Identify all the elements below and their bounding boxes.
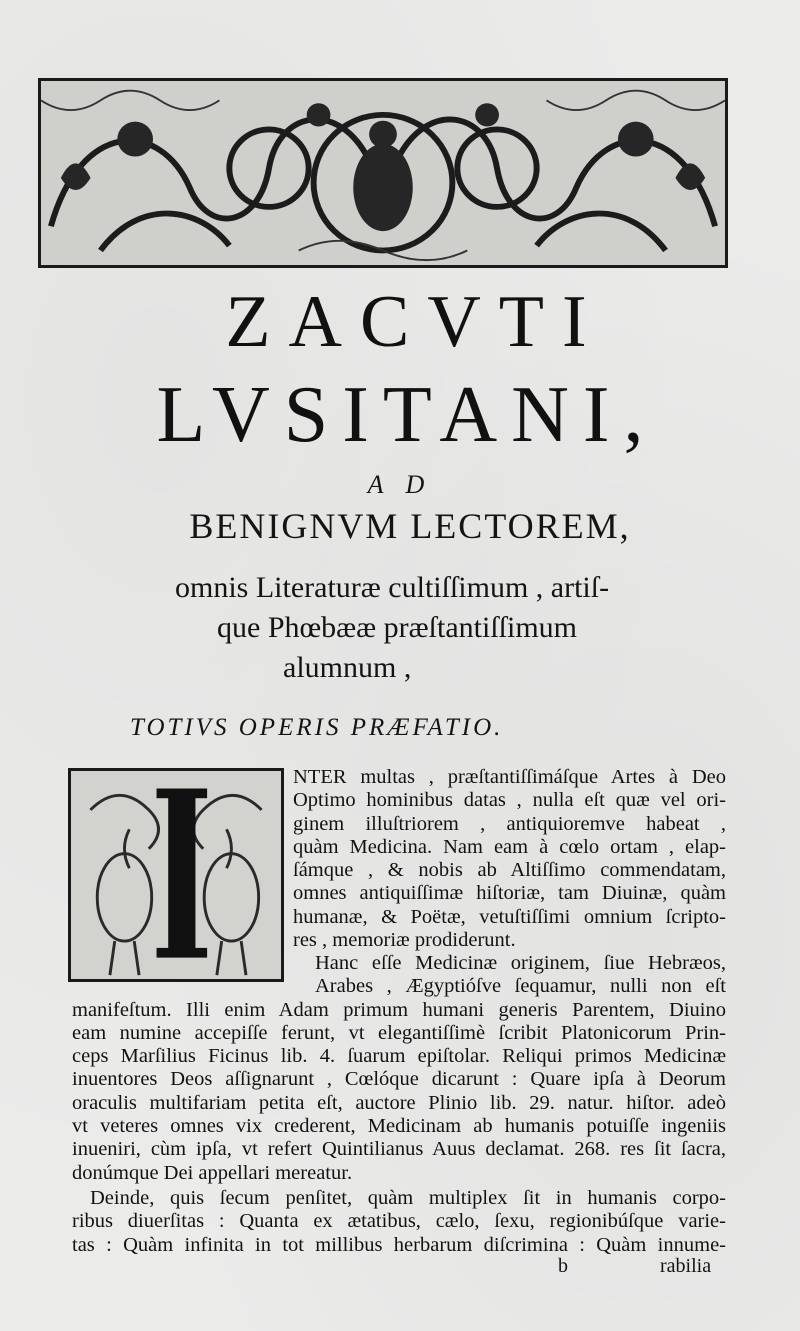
text-line: ſámque , & nobis ab Altiſſimo commendatam, (293, 859, 726, 882)
catchword: rabilia (660, 1255, 712, 1277)
text-line: ribus diuerſitas : Quanta ex ætatibus, cælo, ſexu, regionibúſque varie- (72, 1210, 726, 1233)
text-line: omnes antiquiſſimæ hiſtoriæ, tam Diuinæ, quàm (293, 882, 726, 905)
text-line: ginem illuſtriorem , antiquioremve habeat , (293, 812, 726, 835)
text-line: Hanc eſſe Medicinæ originem, ſiue Hebræos, (315, 952, 726, 974)
preface-title: TOTIVS OPERIS PRÆFATIO. (130, 714, 504, 741)
decorated-initial-letter (68, 768, 284, 982)
dedication-line: que Phœbææ præſtantiſſimum (217, 611, 578, 644)
text-line: ceps Marſilius Ficinus lib. 4. ſuarum epiſtolar. Reliqui primos Medicinæ (72, 1045, 726, 1068)
text-line: oraculis multifariam petita eſt, auctore Plinio lib. 29. natur. hiſtor. adeò (72, 1091, 726, 1114)
dedication-line: alumnum , (283, 651, 412, 684)
text-line: humanæ, & Poëtæ, vetuſtiſſimi omnium ſcripto- (293, 905, 726, 928)
text-line: eam numine accepiſſe ferunt, vt elegantiſſimè ſcribit Platonicorum Prin- (72, 1021, 726, 1044)
text-line: NTER multas , præſtantiſſimáſque Artes à Deo (293, 766, 726, 788)
text-line: inueniri, cùm ipſa, vt refert Quintilianus Auus declamat. 268. res ſit ſacra, (72, 1138, 726, 1161)
text-line: manifeſtum. Illi enim Adam primum humani generis Parentem, Diuino (72, 998, 726, 1021)
text-line: res , memoriæ prodiderunt. (293, 929, 516, 952)
paragraph-2 (72, 952, 726, 1185)
text-line: inuentores Deos aſſignarunt , Cœlóque dicarunt : Quare ipſa à Deorum (72, 1068, 726, 1091)
text-line: donúmque Dei appellari mereatur. (72, 1161, 353, 1184)
text-line: Deinde, quis ſecum penſitet, quàm multiplex ſit in humanis corpo- (90, 1187, 726, 1209)
dedication-block (175, 568, 715, 688)
author-name-line-2: LVSITANI, (156, 371, 658, 459)
signature-mark: b (558, 1255, 568, 1277)
text-line: Arabes , Ægyptióſve ſequamur, nulli non eſt (315, 975, 726, 998)
paragraph-3 (72, 1187, 726, 1257)
ornamental-headpiece (38, 78, 728, 268)
preposition-ad: A D (367, 470, 433, 499)
author-name-line-1: ZACVTI (225, 281, 605, 363)
text-line: tas : Quàm infinita in tot millibus herbarum diſcrimina : Quàm innume- (72, 1233, 726, 1256)
paragraph-1 (293, 766, 726, 952)
recipient-heading: BENIGNVM LECTOREM, (189, 506, 631, 546)
text-line: Optimo hominibus datas , nulla eſt quæ vel ori- (293, 789, 726, 812)
dedication-line: omnis Literaturæ cultiſſimum , artiſ- (175, 571, 610, 604)
text-line: quàm Medicina. Nam eam à cœlo ortam , elap- (293, 835, 726, 858)
text-line: vt veteres omnes vix crederent, Medicinam ab humanis potuiſſe ingeniis (72, 1115, 726, 1138)
